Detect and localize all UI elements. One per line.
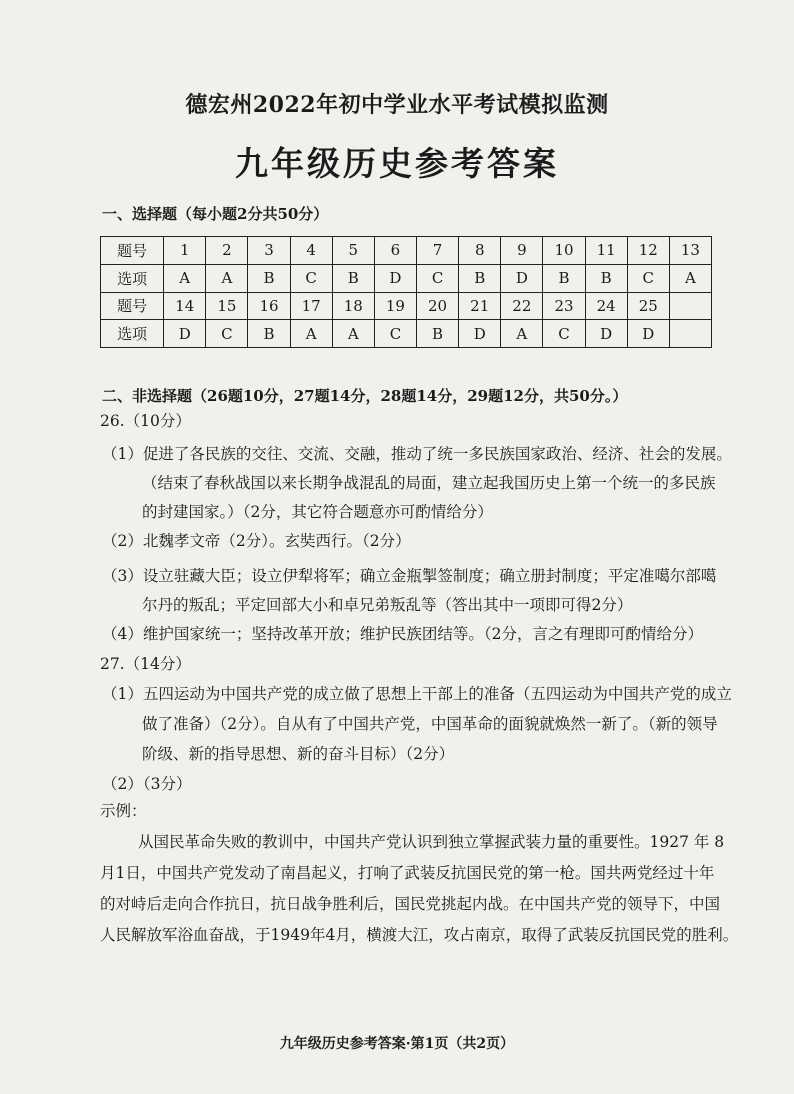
table-cell: C bbox=[627, 264, 669, 292]
q27-answer2: （2）（3分） bbox=[102, 775, 192, 793]
table-cell: D bbox=[627, 320, 669, 348]
row-header-cell: 题号 bbox=[101, 292, 164, 320]
table-row bbox=[101, 320, 712, 348]
table-cell: B bbox=[248, 320, 290, 348]
q26-answer1-line2: （结束了春秋战国以来长期争战混乱的局面，建立起我国历史上第一个统一的多民族 bbox=[142, 474, 716, 492]
q26-answer1-line1: （1）促进了各民族的交往、交流、交融，推动了统一多民族国家政治、经济、社会的发展。 bbox=[102, 445, 732, 463]
table-cell: 15 bbox=[206, 292, 248, 320]
page-title: 九年级历史参考答案 bbox=[235, 144, 559, 183]
table-cell: C bbox=[543, 320, 585, 348]
table-cell: 20 bbox=[417, 292, 459, 320]
example-label: 示例： bbox=[100, 802, 147, 820]
table-cell: 13 bbox=[669, 237, 711, 265]
table-cell: 12 bbox=[627, 237, 669, 265]
table-cell: D bbox=[164, 320, 206, 348]
table-cell: D bbox=[585, 320, 627, 348]
example-para-line4: 人民解放军浴血奋战，于1949年4月，横渡大江，攻占南京，取得了武装反抗国民党的胜利。 bbox=[100, 926, 739, 944]
q27-answer1-line3: 阶级、新的指导思想、新的奋斗目标）（2分） bbox=[142, 745, 455, 763]
table-cell: C bbox=[290, 264, 332, 292]
row-header-cell: 题号 bbox=[101, 237, 164, 265]
table-cell: A bbox=[669, 264, 711, 292]
example-para-line2: 月1日，中国共产党发动了南昌起义，打响了武装反抗国民党的第一枪。国共两党经过十年 bbox=[100, 864, 715, 882]
q27-answer1-line2: 做了准备）（2分）。自从有了中国共产党，中国革命的面貌就焕然一新了。（新的领导 bbox=[142, 715, 718, 733]
table-cell bbox=[669, 292, 711, 320]
table-cell: 14 bbox=[164, 292, 206, 320]
table-cell: B bbox=[543, 264, 585, 292]
row-header-cell: 选项 bbox=[101, 264, 164, 292]
table-cell: A bbox=[206, 264, 248, 292]
table-cell: C bbox=[206, 320, 248, 348]
q26-answer3-line2: 尔丹的叛乱；平定回部大小和卓兄弟叛乱等（答出其中一项即可得2分） bbox=[142, 596, 633, 614]
table-cell: 4 bbox=[290, 237, 332, 265]
table-cell: 3 bbox=[248, 237, 290, 265]
table-cell: 9 bbox=[501, 237, 543, 265]
q26-answer3-line1: （3）设立驻藏大臣；设立伊犁将军；确立金瓶掣签制度；确立册封制度；平定准噶尔部噶 bbox=[102, 567, 717, 585]
table-cell: 5 bbox=[332, 237, 374, 265]
table-cell: 7 bbox=[417, 237, 459, 265]
table-cell bbox=[669, 320, 711, 348]
table-cell: 6 bbox=[374, 237, 416, 265]
table-cell: 18 bbox=[332, 292, 374, 320]
table-cell: 19 bbox=[374, 292, 416, 320]
row-header-cell: 选项 bbox=[101, 320, 164, 348]
page-footer: 九年级历史参考答案·第1页（共2页） bbox=[279, 1036, 515, 1052]
table-cell: B bbox=[332, 264, 374, 292]
q26-answer2: （2）北魏孝文帝（2分）。玄奘西行。（2分） bbox=[102, 532, 411, 550]
table-cell: A bbox=[290, 320, 332, 348]
section1-heading: 一、选择题（每小题2分共50分） bbox=[102, 205, 329, 223]
answer-table bbox=[100, 236, 712, 348]
table-cell: B bbox=[417, 320, 459, 348]
table-cell: A bbox=[501, 320, 543, 348]
table-cell: C bbox=[417, 264, 459, 292]
table-cell: 24 bbox=[585, 292, 627, 320]
example-para-line1: 从国民革命失败的教训中，中国共产党认识到独立掌握武装力量的重要性。1927 年 8 bbox=[138, 833, 725, 851]
table-cell: D bbox=[374, 264, 416, 292]
table-cell: 2 bbox=[206, 237, 248, 265]
table-cell: 21 bbox=[459, 292, 501, 320]
q26-label: 26.（10分） bbox=[100, 412, 191, 430]
section2-heading: 二、非选择题（26题10分，27题14分，28题14分，29题12分，共50分。） bbox=[102, 387, 628, 405]
table-cell: 22 bbox=[501, 292, 543, 320]
table-cell: 8 bbox=[459, 237, 501, 265]
table-cell: 16 bbox=[248, 292, 290, 320]
table-cell: B bbox=[459, 264, 501, 292]
table-row bbox=[101, 237, 712, 265]
table-cell: B bbox=[585, 264, 627, 292]
table-cell: D bbox=[459, 320, 501, 348]
table-cell: A bbox=[332, 320, 374, 348]
table-row bbox=[101, 292, 712, 320]
q26-answer4: （4）维护国家统一；坚持改革开放；维护民族团结等。（2分，言之有理即可酌情给分） bbox=[102, 625, 703, 643]
table-cell: 23 bbox=[543, 292, 585, 320]
q27-answer1-line1: （1）五四运动为中国共产党的成立做了思想上干部上的准备（五四运动为中国共产党的成立 bbox=[102, 685, 732, 703]
table-cell: C bbox=[374, 320, 416, 348]
table-cell: 11 bbox=[585, 237, 627, 265]
table-cell: A bbox=[164, 264, 206, 292]
table-cell: 17 bbox=[290, 292, 332, 320]
example-para-line3: 的对峙后走向合作抗日，抗日战争胜利后，国民党挑起内战。在中国共产党的领导下，中国 bbox=[100, 895, 721, 913]
q27-label: 27.（14分） bbox=[100, 655, 191, 673]
q26-answer1-line3: 的封建国家。）（2分，其它符合题意亦可酌情给分） bbox=[142, 503, 493, 521]
table-cell: 1 bbox=[164, 237, 206, 265]
exam-title: 德宏州2022年初中学业水平考试模拟监测 bbox=[185, 92, 609, 118]
table-cell: 10 bbox=[543, 237, 585, 265]
table-row bbox=[101, 264, 712, 292]
table-cell: D bbox=[501, 264, 543, 292]
table-cell: 25 bbox=[627, 292, 669, 320]
table-cell: B bbox=[248, 264, 290, 292]
